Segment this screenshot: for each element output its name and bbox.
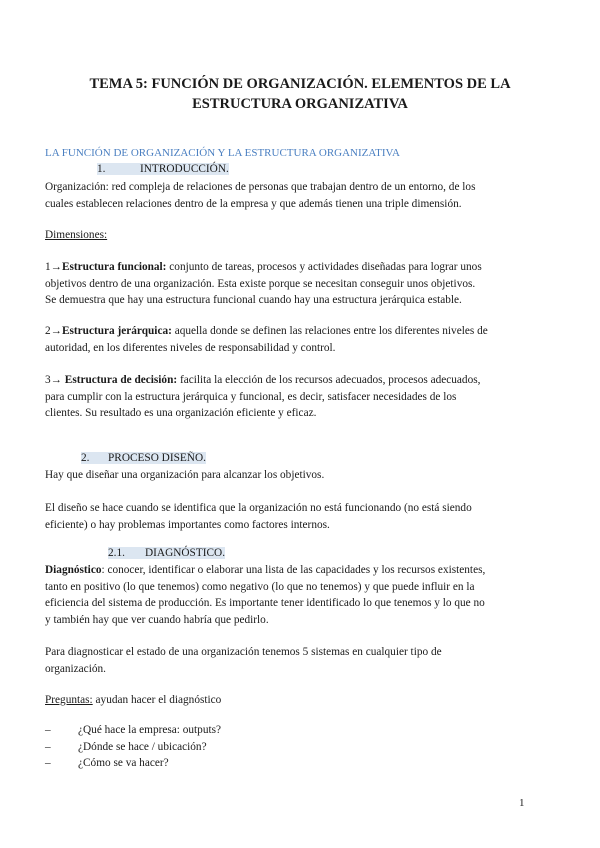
heading-diagnostico (108, 547, 225, 559)
dim1-line-2: objetivos dentro de una organización. Esta existe porque se necesitan conseguir unos objetivos. (45, 277, 476, 290)
heading-number: 2.1. (108, 547, 125, 559)
section-heading: LA FUNCIÓN DE ORGANIZACIÓN Y LA ESTRUCTURA ORGANIZATIVA (45, 147, 400, 159)
heading-introduccion (97, 163, 229, 175)
title-line-2: ESTRUCTURA ORGANIZATIVA (192, 96, 408, 112)
dim1-bold: Estructura funcional: (61, 261, 167, 273)
heading-text: PROCESO DISEÑO. (108, 452, 206, 464)
dim1-line-1: conjunto de tareas, procesos y actividades diseñadas para lograr unos (166, 261, 482, 273)
heading-number: 2. (81, 452, 90, 464)
dim3-line-2: para cumplir con la estructura jerárquica y funcional, es decir, satisfacer necesidades de los (45, 390, 457, 403)
title-line-1: TEMA 5: FUNCIÓN DE ORGANIZACIÓN. ELEMENTOS DE LA (89, 76, 511, 92)
dimension-3-paragraph (45, 372, 558, 422)
proceso-line-1: Hay que diseñar una organización para alcanzar los objetivos. (45, 469, 325, 481)
heading-number: 1. (97, 163, 106, 175)
diag-line-2: tanto en positivo (lo que tenemos) como negativo (lo que no tenemos) y que puede influir en la (45, 580, 475, 593)
dim3-line-3: clientes. Su resultado es una organización eficiente y eficaz. (45, 407, 317, 419)
dim2-line-1: aquella donde se definen las relaciones entre los diferentes niveles de (171, 325, 488, 337)
dimensiones-text: Dimensiones: (45, 229, 108, 241)
dimensiones-label (45, 227, 558, 244)
list-dash: – (45, 724, 51, 736)
diag-bold: Diagnóstico (45, 564, 102, 576)
diagnostico-paragraph (45, 562, 558, 628)
diagnosticar-paragraph (45, 644, 558, 677)
list-item-text: ¿Qué hace la empresa: outputs? (78, 724, 222, 736)
dim2-line-2: autoridad, en los diferentes niveles de responsabilidad y control. (45, 341, 336, 354)
proceso-p2-line-1: El diseño se hace cuando se identifica que la organización no está funcionando (no está siendo (45, 502, 472, 514)
diag-p2-line-2: organización. (45, 662, 106, 675)
dim1-line-3: Se demuestra que hay una estructura funcional cuando hay una estructura jerárquica estable. (45, 294, 462, 306)
dim3-prefix: 3→ (45, 374, 65, 386)
proceso-paragraph (45, 500, 558, 533)
preguntas-label: Preguntas: (45, 694, 93, 706)
diag-p2-line-1: Para diagnosticar el estado de una organización tenemos 5 sistemas en cualquier tipo de (45, 646, 442, 658)
diag-line-3: eficiencia del sistema de producción. Es importante tener identificado lo que tenemos y lo que no (45, 597, 485, 609)
dim1-prefix: 1→ (45, 261, 62, 273)
preguntas-line (45, 692, 558, 709)
intro-line-1: Organización: red compleja de relaciones de personas que trabajan dentro de un entorno, de los (45, 181, 476, 193)
heading-text: INTRODUCCIÓN. (140, 163, 229, 175)
intro-line-2: cuales establecen relaciones dentro de la empresa y que además tienen una triple dimensión. (45, 197, 462, 210)
dim3-bold: Estructura de decisión: (64, 374, 178, 386)
dimension-1-paragraph (45, 259, 558, 309)
proceso-p2-line-2: eficiente) o hay problemas importantes como factores internos. (45, 518, 330, 531)
heading-text: DIAGNÓSTICO. (145, 547, 226, 559)
dim2-bold: Estructura jerárquica: (61, 325, 172, 337)
diag-line-1: : conocer, identificar o elaborar una lista de las capacidades y los recursos existentes, (101, 564, 486, 576)
preguntas-text: ayudan hacer el diagnóstico (92, 694, 222, 706)
page-number: 1 (519, 797, 525, 809)
list-item-text: ¿Cómo se va hacer? (78, 757, 169, 769)
intro-paragraph (45, 179, 558, 212)
dimension-2-paragraph (45, 323, 558, 356)
list-item-text: ¿Dónde se hace / ubicación? (78, 741, 207, 753)
diag-line-4: y también hay que ver cuando habría que pedirlo. (45, 613, 269, 626)
dim2-prefix: 2→ (45, 325, 62, 337)
page-title (60, 74, 540, 114)
list-dash: – (45, 757, 51, 769)
heading-proceso-diseno (81, 452, 206, 464)
list-dash: – (45, 741, 51, 753)
proceso-intro (45, 467, 558, 484)
dim3-line-1: facilita la elección de los recursos adecuados, procesos adecuados, (177, 374, 481, 386)
